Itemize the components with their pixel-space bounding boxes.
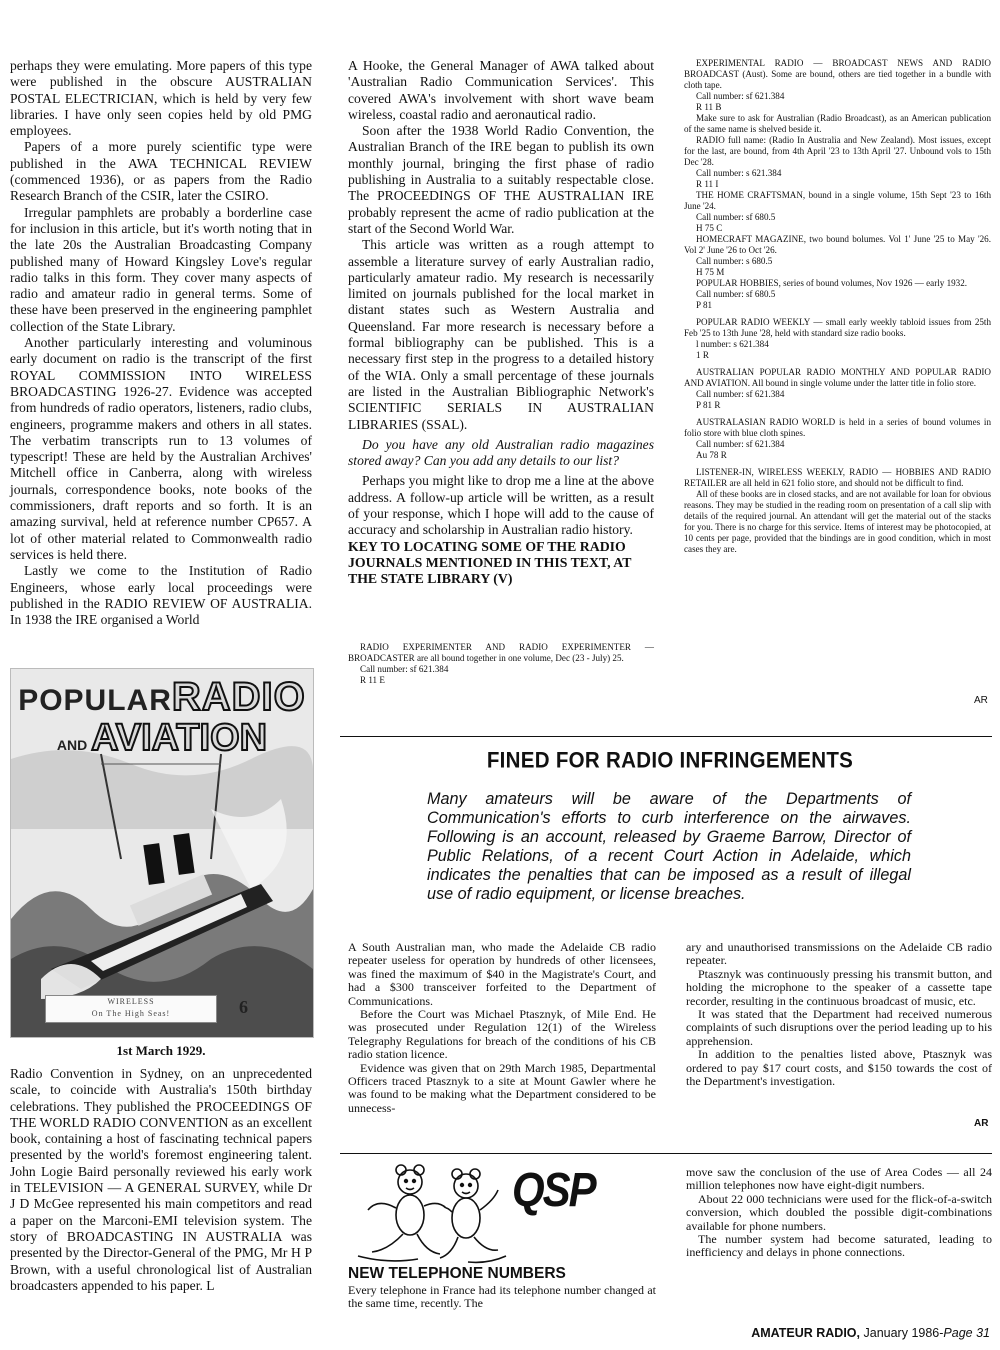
listing-line: Call number: sf 621.384 bbox=[696, 91, 785, 101]
column-1-bottom bbox=[10, 1066, 312, 1294]
listing-line: AUSTRALIAN POPULAR RADIO MONTHLY AND POPULAR RADIO AND AVIATION. All bound in single volume under the latter title in folio store. bbox=[684, 367, 991, 388]
paragraph: About 22 000 technicians were used for the flick-of-a-switch conversion, which doubled the possible digit-combinations available for phone numbers. bbox=[686, 1191, 992, 1233]
qsp-right-column bbox=[686, 1166, 992, 1260]
call-number: Call number: sf 621.384 bbox=[360, 664, 449, 674]
paragraph: Ptasznyk was continuously pressing his transmit button, and holding the microphone to the speaker of a cassette tape recorder, resulting in the continuous broadcast of music, etc. bbox=[686, 966, 992, 1008]
article-title: FINED FOR RADIO INFRINGEMENTS bbox=[486, 748, 854, 773]
paragraph: Papers of a more purely scientific type were published in the AWA TECHNICAL REVIEW (commenced 1936), or as papers from the Radio Research Branch of the CSIR, later the CSIRO. bbox=[10, 139, 312, 204]
column-1-top bbox=[10, 58, 312, 628]
listing-line: H 75 C bbox=[696, 223, 723, 233]
paragraph: The number system had become saturated, leading to inefficiency and delays in phone connections. bbox=[686, 1232, 992, 1260]
cover-issue-number: 6 bbox=[239, 997, 248, 1017]
listing-line: R 11 I bbox=[696, 179, 719, 189]
image-caption: 1st March 1929. bbox=[116, 1043, 206, 1058]
listing-line: P 81 bbox=[696, 300, 713, 310]
paragraph: move saw the conclusion of the use of Area Codes — all 24 million telephones now have eight-digit numbers. bbox=[686, 1165, 992, 1193]
key-entry-block bbox=[348, 642, 654, 686]
listing-line: POPULAR HOBBIES, series of bound volumes, Nov 1926 — early 1932. bbox=[696, 278, 968, 288]
listing-line: 1 R bbox=[696, 350, 709, 360]
section-divider bbox=[340, 736, 992, 737]
listing-line: POPULAR RADIO WEEKLY — small early weekly tabloid issues from 25th Feb '25 to 13th June '28, held with standard size radio books. bbox=[684, 317, 991, 338]
listing-line: AUSTRALASIAN RADIO WORLD is held in a series of bound volumes in folio store with blue cloth spines. bbox=[684, 417, 991, 438]
listing-line: Call number: sf 680.5 bbox=[696, 212, 776, 222]
paragraph: This article was written as a rough attempt to assemble a literature survey of early Australian radio, particularly amateur radio. My research is necessarily limited on journals published for the local market in distant states such as Western Australia and Queensland. Far more research is necessary before a formal bibliography can be published. This is a necessary first step in the progress to a detailed history of the WIA. Only a small percentage of these journals are listed in the Australian Bibliographic Network's SCIENTIFIC SERIALS IN AUSTRALIAN LIBRARIES (SSAL). bbox=[348, 237, 654, 432]
key-entry: RADIO EXPERIMENTER AND RADIO EXPERIMENTER — BROADCASTER are all bound together in one volume, Dec (23 - July) 25. bbox=[348, 642, 654, 663]
cover-word-radio: RADIO bbox=[171, 675, 306, 719]
footer-issue-date: January 1986- bbox=[863, 1326, 944, 1340]
paragraph: Soon after the 1938 World Radio Convention, the Australian Branch of the IRE began to publish its own monthly journal, bringing the first phase of radio publishing in Australia to a suitably respectable close. The PROCEEDINGS OF THE AUSTRALIAN IRE probably represent the acme of radio publication at the start of the Second World War. bbox=[348, 123, 654, 236]
cover-banner bbox=[45, 995, 217, 1023]
fined-right-column bbox=[686, 941, 992, 1088]
listing-line: Au 78 R bbox=[696, 450, 727, 460]
cover-word-aviation: AVIATION bbox=[91, 717, 268, 759]
cover-word-popular: POPULAR bbox=[18, 684, 172, 717]
paragraph: A South Australian man, who made the Adelaide CB radio repeater useless for operation by hundreds of other licensees, was fined the maximum of $40 in the Magistrate's Court, and had a $300 transceiver forfeited to the Department of Communications. bbox=[348, 940, 656, 1008]
listing-line: l number: s 621.384 bbox=[696, 339, 769, 349]
listing-line: Call number: s 621.384 bbox=[696, 168, 782, 178]
paragraph: ary and unauthorised transmissions on the Adelaide CB radio repeater. bbox=[686, 940, 992, 968]
article-intro: Many amateurs will be aware of the Departments of Communication's efforts to curb interference on the airwaves. Following is an account, released by Graeme Barrow, Director of Public Relations, of a recent Court Action in Adelaide, which indicates the penalties that can be imposed as a result of illegal use of radio equipment, or license breaches. bbox=[427, 790, 911, 903]
listing-line: P 81 R bbox=[696, 400, 721, 410]
listing-line: RADIO full name: (Radio In Australia and New Zealand). Most issues, except for the last, are bound, from 4th April '23 to 13th April '27. Unbound vols to 15th Dec '28. bbox=[684, 135, 991, 167]
cover-banner-line-2: On The High Seas! bbox=[91, 1009, 171, 1018]
listing-line: EXPERIMENTAL RADIO — BROADCAST NEWS AND RADIO BROADCAST (Aust). Some are bound, others are tied together in a bundle with cloth tape. bbox=[684, 58, 991, 90]
listing-line: Make sure to ask for Australian (Radio Broadcast), as an American publication of the same name is shelved beside it. bbox=[684, 113, 991, 134]
key-heading: KEY TO LOCATING SOME OF THE RADIO JOURNALS MENTIONED IN THIS TEXT, AT THE STATE LIBRARY (V) bbox=[348, 538, 632, 587]
qsp-logo: QSP bbox=[512, 1162, 595, 1217]
cover-title-line-2 bbox=[11, 717, 313, 760]
paragraph: A Hooke, the General Manager of AWA talked about 'Australian Radio Communication Services'. This covered AWA's involvement with short wave beam wireless, coastal radio and aeronautical radio. bbox=[348, 58, 654, 122]
author-sign: AR bbox=[974, 1118, 989, 1129]
column-3-listing bbox=[684, 58, 991, 555]
section-divider bbox=[340, 1153, 992, 1154]
column-2 bbox=[348, 58, 654, 588]
footer-page-number: Page 31 bbox=[943, 1326, 990, 1340]
listing-line: LISTENER-IN, WIRELESS WEEKLY, RADIO — HOBBIES AND RADIO RETAILER are all held in 621 folio store, and should not be difficult to find. bbox=[684, 467, 991, 488]
listing-line: Call number: sf 680.5 bbox=[696, 289, 776, 299]
paragraph: Evidence was given that on 29th March 1985, Departmental Officers traced Ptasznyk to a site at Mount Gawler where he was found to be making what the Department considered to be unnecess- bbox=[348, 1060, 656, 1115]
listing-line: Call number: sf 621.384 bbox=[696, 389, 785, 399]
paragraph: Before the Court was Michael Ptasznyk, of Mile End. He was prosecuted under Regulation 12(1) of the Wireless Telegraphy Regulations for breach of the conditions of his CB radio station licence. bbox=[348, 1007, 656, 1062]
cover-word-and: AND bbox=[56, 737, 88, 753]
listing-line: All of these books are in closed stacks, and are not available for loan for obvious reasons. They may be studied in the reading room on presentation of a call slip with details of the required journal. An attendant will get the material out of the stacks for you. There is no charge for this service. Items of interest may be photocopied, at 10 cents per page, provided that the bindings are in good condition, which in most cases they are. bbox=[684, 489, 991, 554]
qsp-left-column bbox=[348, 1284, 656, 1311]
shelf-location: R 11 E bbox=[360, 675, 385, 685]
section-heading: NEW TELEPHONE NUMBERS bbox=[348, 1265, 566, 1282]
listing-line: R 11 B bbox=[696, 102, 722, 112]
paragraph: Another particularly interesting and voluminous early document on radio is the transcript of the first ROYAL COMMISSION INTO WIRELESS BROADCASTING 1926-27. Evidence was accepted from hundreds of radio operators, listeners, radio clubs, engineers, programme makers and others in all states. The verbatim transcripts run to 13 volumes of typescript! These are held by the Australian Archives' Mitchell office in Canberra, along with wireless journals, correspondence books, note books of the commissioners, draft reports and so forth. It is an amazing survival, held at reference number CP657. A lot of other material related to Commonwealth radio services is held there. bbox=[10, 335, 313, 562]
footer-magazine-name: AMATEUR RADIO, bbox=[751, 1326, 861, 1340]
listing-line: HOMECRAFT MAGAZINE, two bound bolumes. Vol 1' June '25 to May '26. Vol 2' June '26 to Oct '26. bbox=[684, 234, 991, 255]
listing-line: H 75 M bbox=[696, 267, 725, 277]
paragraph: Perhaps you might like to drop me a line at the above address. A follow-up article will be written, as a result of your response, which I hope will add to the cause of accuracy and scholarship in Australian radio history. bbox=[348, 473, 654, 538]
paragraph: Lastly we come to the Institution of Radio Engineers, whose early local proceedings were published in the RADIO REVIEW OF AUSTRALIA. In 1938 the IRE organised a World bbox=[10, 563, 312, 628]
paragraph: It was stated that the Department had received numerous complaints of such disruptions over the period leading up to his apprehension. bbox=[686, 1007, 992, 1048]
cover-title-line-1 bbox=[11, 675, 313, 720]
fined-left-column bbox=[348, 941, 656, 1115]
paragraph: Irregular pamphlets are probably a borderline case for inclusion in this article, but it's worth noting that in the late 20s the Australian Broadcasting Company published many of Howard Kingsley Love's regular radio talks in this form. They cover many aspects of radio and amateur radio in general terms. Some of these have been preserved in the engineering pamphlet collection of the State Library. bbox=[10, 204, 312, 334]
listing-line: Call number: s 680.5 bbox=[696, 256, 773, 266]
page-footer bbox=[751, 1326, 990, 1340]
author-sign: AR bbox=[974, 695, 988, 706]
magazine-cover-image bbox=[10, 668, 314, 1038]
listing-line: THE HOME CRAFTSMAN, bound in a single volume, 15th Sept '23 to 16th June '24. bbox=[684, 190, 991, 211]
listing-line: Call number: sf 621.384 bbox=[696, 439, 785, 449]
paragraph: perhaps they were emulating. More papers of this type were published in the obscure AUSTRALIAN POSTAL ELECTRICIAN, which is held by very few libraries. I have only seen copies held by old PMG employees. bbox=[10, 58, 312, 139]
paragraph: Radio Convention in Sydney, on an unprecedented scale, to coincide with Australia's 150th birthday celebrations. They published the PROCEEDINGS OF THE WORLD RADIO CONVENTION as an excellent book, containing a host of fascinating technical papers presented by the world's foremost engineering talent. John Logie Baird personally reviewed his early work in TELEVISION — A GENERAL SURVEY, while Dr J D McGee represented his main competitors and read a paper on the Marconi-EMI television system. The story of BROADCASTING IN AUSTRALIA was presented by the Director-General of the PMG, Mr H P Brown, with a useful chronological list of Australian broadcasters appended to his paper. L bbox=[10, 1066, 312, 1293]
reader-question: Do you have any old Australian radio magazines stored away? Can you add any details to our list? bbox=[348, 436, 654, 469]
paragraph: In addition to the penalties listed above, Ptasznyk was ordered to pay $17 court costs, and $150 towards the cost of the Department's investigation. bbox=[686, 1047, 992, 1089]
cover-banner-line-1: WIRELESS bbox=[107, 997, 155, 1006]
paragraph: Every telephone in France had its telephone number changed at the same time, recently. The bbox=[348, 1283, 656, 1311]
